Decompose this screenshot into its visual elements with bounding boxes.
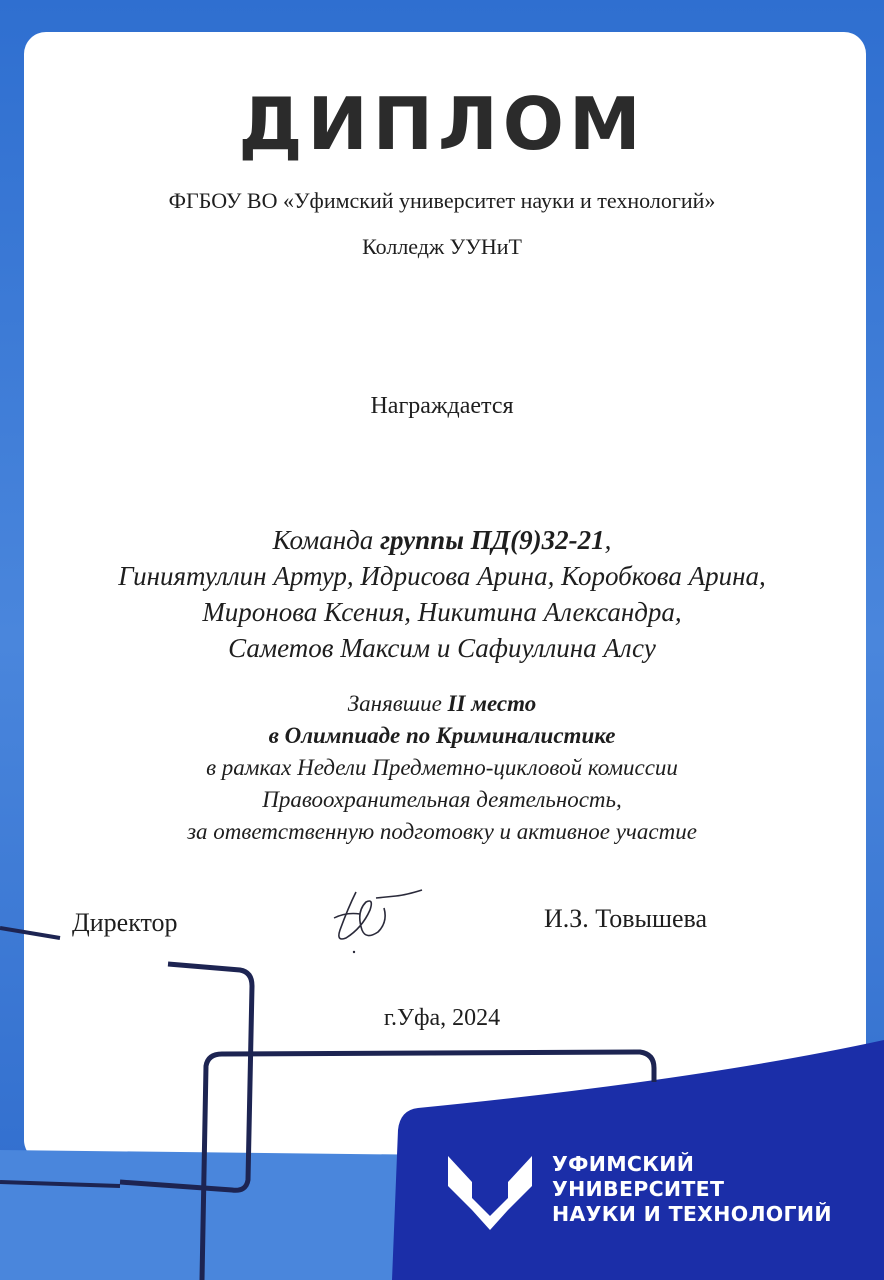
reason-line-2: Правоохранительная деятельность,: [262, 787, 622, 812]
team-members-line-3: Саметов Максим и Сафиуллина Алсу: [228, 633, 656, 663]
team-block: [0, 522, 884, 666]
logo-line-2: УНИВЕРСИТЕТ: [552, 1177, 725, 1201]
place-prefix: Занявшие: [347, 691, 448, 716]
place-line: [0, 688, 884, 720]
logo-line-3: НАУКИ И ТЕХНОЛОГИЙ: [552, 1202, 832, 1226]
college-name: Колледж УУНиТ: [362, 234, 522, 259]
director-name: И.З. Товышева: [544, 904, 708, 933]
place: II место: [447, 691, 537, 716]
team-group-line: [0, 522, 884, 558]
reason-line-1: в рамках Недели Предметно-цикловой комиссии: [206, 755, 678, 780]
organization-name: ФГБОУ ВО «Уфимский университет науки и технологий»: [168, 188, 716, 213]
team-members-line-2: Миронова Ксения, Никитина Александра,: [202, 597, 682, 627]
diploma-title: ДИПЛОМ: [238, 82, 646, 166]
award-reason: [0, 688, 884, 848]
university-logo-icon: [444, 1152, 536, 1232]
city-year: г.Уфа, 2024: [383, 1005, 501, 1031]
logo-line-1: УФИМСКИЙ: [552, 1152, 695, 1176]
team-suffix: ,: [604, 525, 612, 555]
team-prefix: Команда: [272, 525, 381, 555]
team-group: группы ПД(9)32-21: [380, 525, 605, 555]
university-logo-text: [552, 1152, 832, 1227]
director-label: Директор: [72, 908, 178, 937]
olympiad: в Олимпиаде по Криминалистике: [268, 723, 616, 748]
awarded-heading: Награждается: [370, 393, 514, 419]
reason-line-3: за ответственную подготовку и активное участие: [187, 819, 697, 844]
signature-icon: [326, 878, 436, 958]
team-members-line-1: Гиниятуллин Артур, Идрисова Арина, Коробкова Арина,: [118, 561, 766, 591]
olympiad-line: [0, 720, 884, 752]
